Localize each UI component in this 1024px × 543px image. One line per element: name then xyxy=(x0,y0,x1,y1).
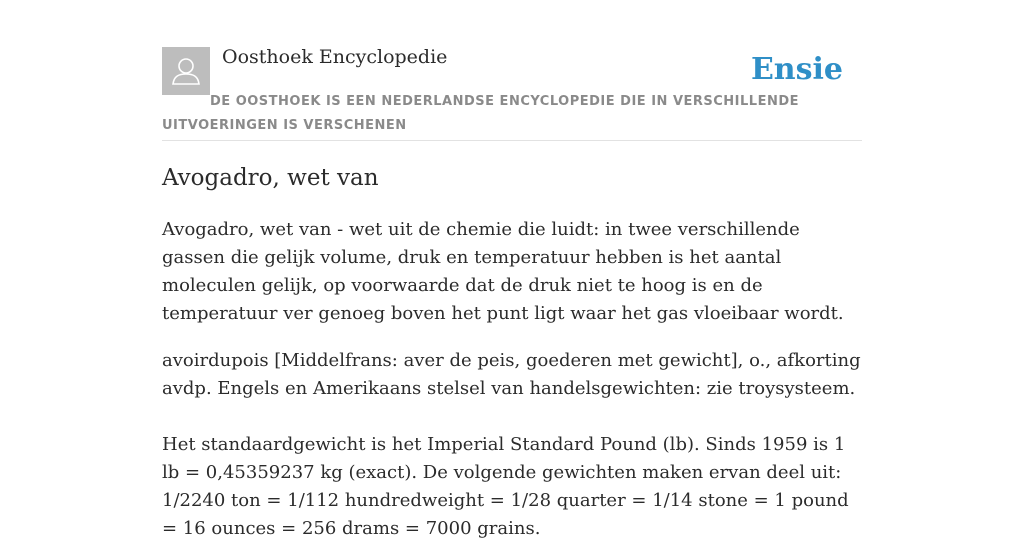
article-title: Avogadro, wet van xyxy=(162,165,379,191)
source-description: DE OOSTHOEK IS EEN NEDERLANDSE ENCYCLOPEDIE DIE IN VERSCHILLENDE UITVOERINGEN IS VERSCHENEN xyxy=(162,94,800,133)
article xyxy=(162,162,866,543)
article-paragraph: avoirdupois [Middelfrans: aver de peis, goederen met gewicht], o., afkorting avdp. Engels en Amerikaans stelsel van handelsgewichten: zie troysysteem. xyxy=(162,350,861,399)
user-avatar-icon[interactable] xyxy=(162,47,210,95)
ensie-logo[interactable]: Ensie xyxy=(750,52,843,87)
article-paragraph: Het standaardgewicht is het Imperial Standard Pound (lb). Sinds 1959 is 1 lb = 0,45359237 kg (exact). De volgende gewichten maken ervan deel uit: 1/2240 ton = 1/112 hundredweight = 1/28 quarter = 1/14 stone = 1 pound = 16 ounces = 256 drams = 7000 grains. xyxy=(162,434,849,539)
article-paragraph: Avogadro, wet van - wet uit de chemie die luidt: in twee verschillende gassen die gelijk volume, druk en temperatuur hebben is het aantal moleculen gelijk, op voorwaarde dat de druk niet te hoog is en de temperatuur ver genoeg boven het punt ligt waar het gas vloeibaar wordt. xyxy=(162,219,844,324)
source-header xyxy=(162,44,862,141)
source-name[interactable]: Oosthoek Encyclopedie xyxy=(222,46,448,68)
